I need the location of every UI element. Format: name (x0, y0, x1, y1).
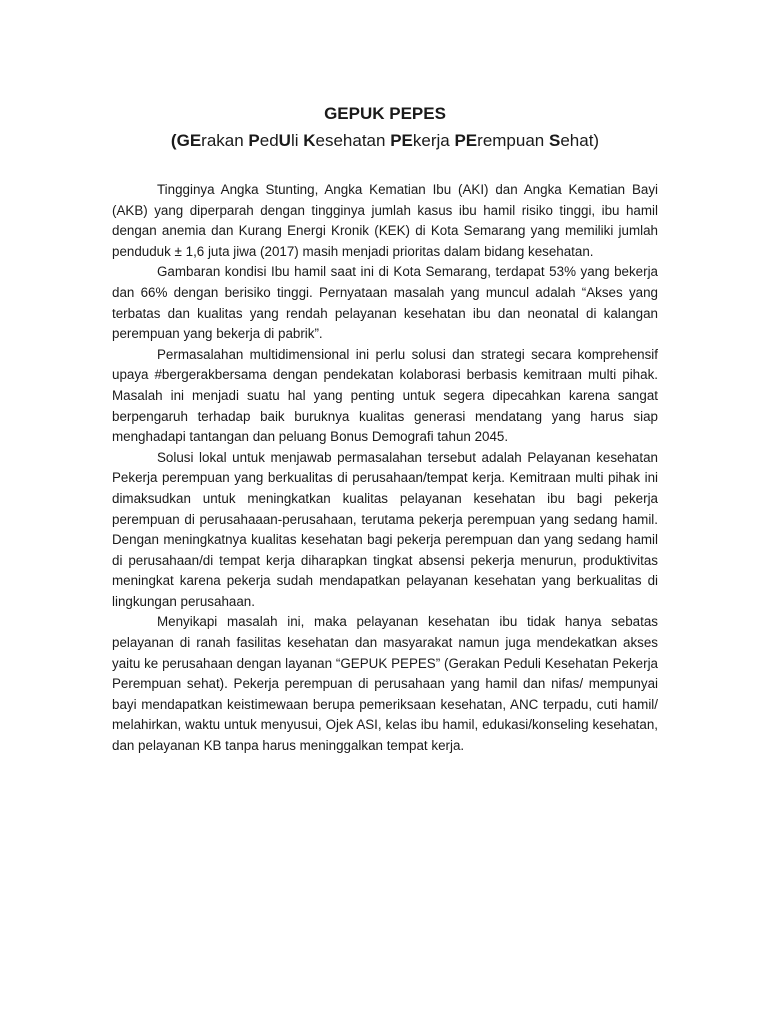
body-paragraph: Permasalahan multidimensional ini perlu solusi dan strategi secara komprehensif upaya #bergerakbersama dengan pendekatan kolaborasi berbasis kemitraan multi pihak. Masalah ini menjadi suatu hal yang penting untuk segera dipecahkan karena sangat berpengaruh terhadap baik buruknya kualitas generasi mendatang yang harus siap menghadapi tantangan dan peluang Bonus Demografi tahun 2045. (112, 346, 658, 445)
subtitle-segment: kerja (412, 131, 455, 150)
body-paragraph: Solusi lokal untuk menjawab permasalahan tersebut adalah Pelayanan kesehatan Pekerja perempuan yang berkualitas di perusahaan/tempat kerja. Kemitraan multi pihak ini dimaksudkan untuk meningkatkan kualitas pelayanan kesehatan ibu bagi pekerja perempuan di perusahaaan-perusahaan, terutama pekerja perempuan yang sedang hamil. Dengan meningkatnya kualitas kesehatan bagi pekerja perempuan dan yang sedang hamil di perusahaan/di tempat kerja diharapkan tingkat absensi pekerja menurun, produktivitas meningkat karena pekerja sudah mendapatkan pelayanan kesehatan yang berkualitas di lingkungan perusahaan. (112, 449, 658, 609)
document-body (112, 180, 658, 757)
subtitle-segment: li (290, 131, 304, 150)
document-page (112, 102, 658, 757)
subtitle-segment: ehat) (560, 131, 600, 150)
body-paragraph: Gambaran kondisi Ibu hamil saat ini di Kota Semarang, terdapat 53% yang bekerja dan 66% dengan berisiko tinggi. Pernyataan masalah yang muncul adalah “Akses yang terbatas dan kualitas yang rendah pelayanan kesehatan ibu dan neonatal di kalangan perempuan yang bekerja di pabrik”. (112, 264, 658, 342)
subtitle-segment: P (248, 131, 260, 150)
subtitle-segment: K (303, 131, 316, 150)
body-paragraph: Menyikapi masalah ini, maka pelayanan kesehatan ibu tidak hanya sebatas pelayanan di ranah fasilitas kesehatan dan masyarakat namun juga mendekatkan akses yaitu ke perusahaan dengan layanan “GEPUK PEPES” (Gerakan Peduli Kesehatan Pekerja Perempuan sehat). Pekerja perempuan di perusahaan yang hamil dan nifas/ mempunyai bayi mendapatkan keistimewaan berupa pemeriksaan kesehatan, ANC terpadu, cuti hamil/ melahirkan, waktu untuk menyusui, Ojek ASI, kelas ibu hamil, edukasi/konseling kesehatan, dan pelayanan KB tanpa harus meninggalkan tempat kerja. (112, 614, 658, 754)
subtitle-segment: rempuan (477, 131, 549, 150)
subtitle-segment: PE (454, 131, 478, 150)
document-subtitle (112, 129, 658, 153)
subtitle-segment: S (548, 131, 561, 150)
subtitle-segment: PE (390, 131, 413, 150)
subtitle-segment: rakan (201, 131, 249, 150)
subtitle-segment: ( (170, 131, 177, 150)
subtitle-segment: ed (259, 131, 279, 150)
document-title: GEPUK PEPES (324, 104, 446, 123)
subtitle-segment: U (278, 131, 291, 150)
subtitle-segment: esehatan (315, 131, 391, 150)
subtitle-segment: GE (176, 131, 202, 150)
body-paragraph: Tingginya Angka Stunting, Angka Kematian Ibu (AKI) dan Angka Kematian Bayi (AKB) yang diperparah dengan tingginya jumlah kasus ibu hamil risiko tinggi, ibu hamil dengan anemia dan Kurang Energi Kronik (KEK) di Kota Semarang yang memiliki jumlah penduduk ± 1,6 juta jiwa (2017) masih menjadi prioritas dalam bidang kesehatan. (112, 182, 658, 259)
